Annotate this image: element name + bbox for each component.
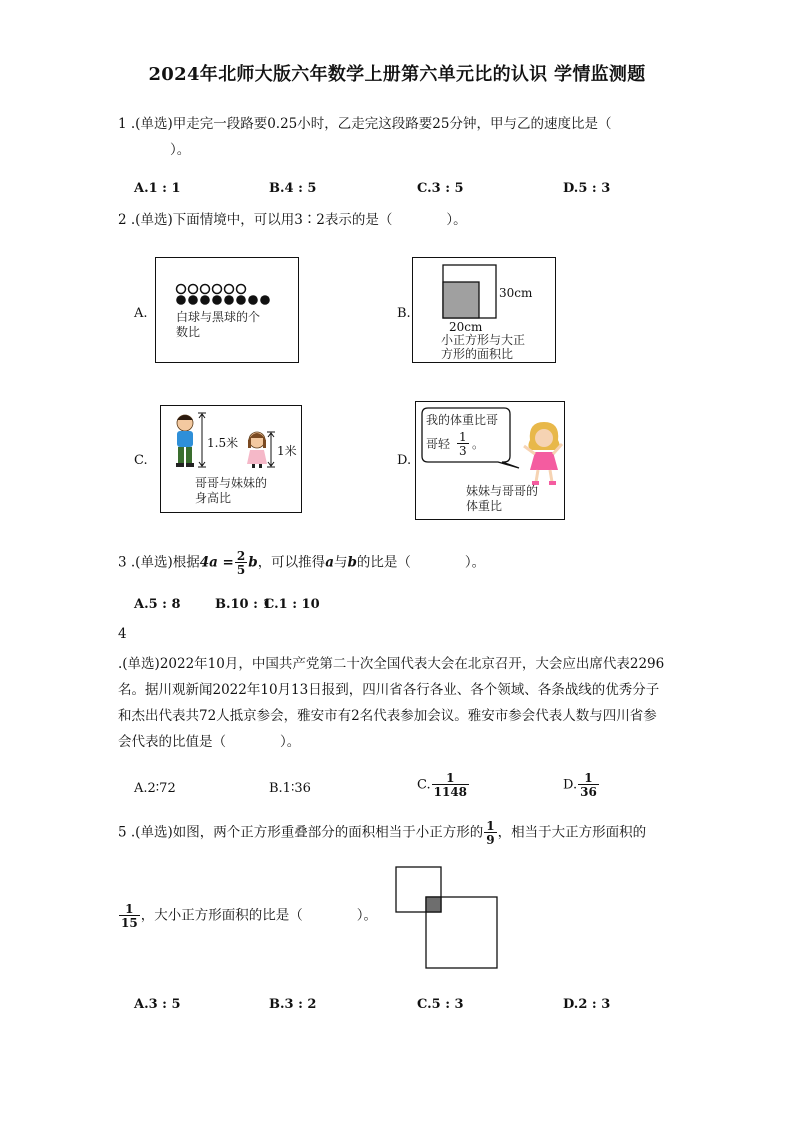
q4-option-c-den: 1148: [433, 785, 468, 799]
q3-option-c[interactable]: C.1 : 10: [264, 597, 320, 612]
q2-b-caption-line2: 方形的面积比: [441, 347, 514, 361]
q2-a-caption-line1: 白球与黑球的个: [176, 310, 261, 324]
q2-b-caption-line1: 小正方形与大正: [441, 333, 526, 347]
q5-overlapping-squares: [393, 864, 503, 974]
q2-option-c-figure[interactable]: [160, 405, 302, 513]
q1-option-c[interactable]: C.3 : 5: [417, 181, 464, 196]
girl-icon: [247, 432, 267, 468]
q2-option-b-figure[interactable]: [412, 257, 556, 363]
balls-illustration: [156, 258, 298, 318]
q4-line1: .(单选)2022年10月，中国共产党第二十次全国代表大会在北京召开，大会应出席代表2296: [118, 656, 665, 672]
q1-option-b[interactable]: B.4 : 5: [269, 181, 317, 196]
q4-option-d-prefix: D.: [563, 777, 578, 793]
overlap-region: [426, 897, 441, 912]
q4-option-d-num: 1: [584, 771, 593, 785]
q5-frac2-den: 15: [121, 916, 138, 930]
q2-d-bubble-fraction: [456, 431, 470, 457]
q2-c-caption-line1: 哥哥与妹妹的: [195, 476, 268, 490]
page-title: 2024年北师大版六年数学上册第六单元比的认识 学情监测题: [148, 64, 646, 85]
q3-frac-den: 5: [236, 563, 246, 577]
q3-frac-num: 2: [236, 549, 246, 563]
q5-option-a[interactable]: A.3 : 5: [134, 997, 181, 1012]
q4-option-c-prefix: C.: [417, 777, 431, 793]
q5-option-c[interactable]: C.5 : 3: [417, 997, 464, 1012]
q3-var-a: a: [325, 554, 334, 571]
q5-option-b[interactable]: B.3 : 2: [269, 997, 317, 1012]
q3-suffix: ，可以推得: [257, 554, 326, 571]
q5-line1-suffix: ，相当于大正方形面积的: [497, 824, 647, 841]
q3-option-b[interactable]: B.10 : 1: [215, 597, 272, 612]
q2-c-boy-height: 1.5米: [207, 436, 239, 450]
q3-option-a[interactable]: A.5 : 8: [134, 597, 181, 612]
q3-eq-left: 4a =: [199, 554, 234, 571]
q2-a-caption-line2: 数比: [176, 325, 201, 339]
q2-c-caption-line2: 身高比: [195, 491, 232, 505]
q2-d-caption-line1: 妹妹与哥哥的: [466, 484, 539, 498]
q5-line2-suffix: ，大小正方形面积的比是（ ）。: [140, 907, 377, 924]
q3-var-b: b: [347, 554, 357, 571]
q2-option-d-label[interactable]: D.: [397, 453, 412, 468]
q5-frac1-den: 9: [486, 833, 495, 847]
q5-option-d[interactable]: D.2 : 3: [563, 997, 611, 1012]
q1-text-line1: 1 .(单选)甲走完一段路要0.25小时，乙走完这段路要25分钟，甲与乙的速度比是（: [118, 116, 612, 132]
q4-option-c[interactable]: [417, 772, 470, 798]
q2-d-bubble-end: 。: [472, 437, 485, 451]
q4-line4: 会代表的比值是（ ）。: [118, 734, 301, 750]
boy-icon: [176, 415, 194, 467]
q2-d-bubble-line2: 哥轻: [426, 437, 451, 451]
q5-line2: [118, 903, 377, 929]
q4-option-b[interactable]: B.1∶36: [269, 781, 311, 796]
q4-line2: 名。据川观新闻2022年10月13日报到，四川省各行各业、各个领域、各条战线的优秀分子: [118, 682, 660, 698]
q3-end: 的比是（ ）。: [356, 554, 486, 571]
q3-eq-right: b: [248, 554, 258, 571]
q3-text: [118, 550, 485, 576]
q4-line3: 和杰出代表共72人抵京参会，雅安市有2名代表参加会议。雅安市参会代表人数与四川省参: [118, 708, 657, 724]
q2-d-frac-den: 3: [459, 444, 467, 458]
q1-text-line2: ）。: [170, 142, 191, 158]
q2-option-d-figure[interactable]: [415, 401, 565, 520]
q5-line1-prefix: 5 .(单选)如图，两个正方形重叠部分的面积相当于小正方形的: [118, 824, 484, 841]
q2-d-bubble-line1: 我的体重比哥: [426, 413, 499, 427]
q1-option-d[interactable]: D.5 : 3: [563, 181, 611, 196]
q4-option-d-den: 36: [580, 785, 597, 799]
q3-prefix: 3 .(单选)根据: [118, 554, 200, 571]
q2-option-a-figure[interactable]: [155, 257, 299, 363]
q4-option-c-num: 1: [446, 771, 455, 785]
q4-number: 4: [118, 626, 127, 642]
q2-d-frac-num: 1: [459, 430, 467, 444]
q4-option-d[interactable]: [563, 772, 600, 798]
q5-line1: [118, 820, 646, 846]
q2-d-caption-line2: 体重比: [466, 499, 503, 513]
q2-b-small-side: 20cm: [449, 320, 483, 334]
q2-option-b-label[interactable]: B.: [397, 306, 411, 321]
q2-option-c-label[interactable]: C.: [134, 453, 148, 468]
q5-frac2-num: 1: [125, 902, 134, 916]
q1-option-a[interactable]: A.1 : 1: [134, 181, 181, 196]
q2-b-big-side: 30cm: [499, 286, 533, 300]
q2-text-line1: 2 .(单选)下面情境中，可以用3∶2表示的是（ ）。: [118, 212, 467, 228]
q5-frac1-num: 1: [486, 819, 495, 833]
q2-c-girl-height: 1米: [277, 444, 297, 458]
girl-icon: [524, 422, 562, 485]
q3-mid: 与: [333, 554, 348, 571]
q4-option-a[interactable]: A.2∶72: [134, 781, 176, 796]
q2-option-a-label[interactable]: A.: [134, 306, 148, 321]
q4-text: [118, 651, 664, 755]
